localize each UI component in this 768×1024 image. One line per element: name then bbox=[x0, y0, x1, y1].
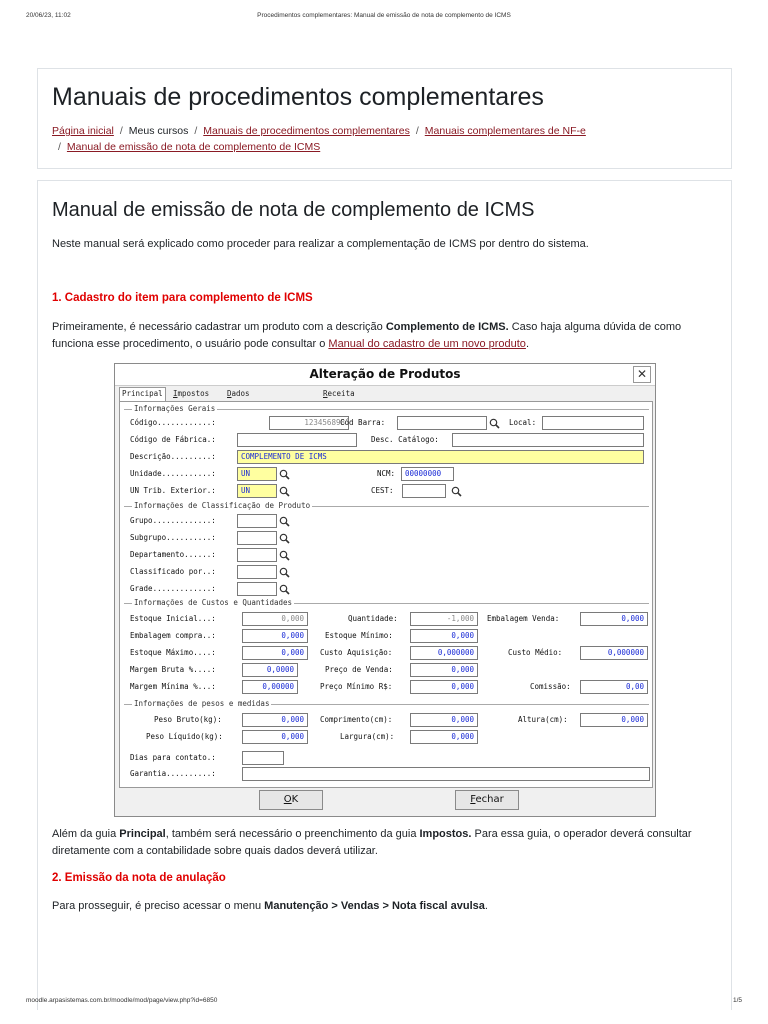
estoque-inicial-field[interactable]: 0,000 bbox=[242, 612, 308, 626]
product-description-bold: Complemento de ICMS. bbox=[385, 321, 509, 333]
breadcrumb: Página inicial / Meus cursos / Manuais de procedimentos complementares / Manuais complementares de NF-e / Manual de emissão de nota de complemento de ICMS bbox=[52, 125, 586, 153]
menu-path-bold: Manutenção > Vendas > Nota fiscal avulsa bbox=[264, 900, 485, 912]
label-peso-liquido: Peso Líquido(kg): bbox=[146, 732, 223, 741]
page-title: Manual de emissão de nota de complemento de ICMS bbox=[52, 199, 535, 221]
label-estoque-maximo: Estoque Máximo....: bbox=[130, 648, 216, 657]
largura-field[interactable]: 0,000 bbox=[410, 730, 478, 744]
label-embalagem-venda: Embalagem Venda: bbox=[487, 614, 560, 623]
product-edit-dialog bbox=[114, 363, 656, 817]
label-margem-bruta: Margem Bruta %....: bbox=[130, 665, 216, 674]
label-custo-medio: Custo Médio: bbox=[508, 648, 563, 657]
breadcrumb-section[interactable]: Manuais complementares de NF-e bbox=[424, 125, 586, 137]
label-unidade: Unidade...........: bbox=[130, 469, 216, 478]
intro-paragraph: Neste manual será explicado como proceder para realizar a complementação de ICMS por dentro do sistema. bbox=[52, 238, 589, 250]
tab-impostos-bold: Impostos. bbox=[419, 828, 472, 840]
print-footer bbox=[26, 997, 742, 1009]
label-estoque-inicial: Estoque Inicial...: bbox=[130, 614, 216, 623]
breadcrumb-course[interactable]: Manuais de procedimentos complementares bbox=[203, 125, 410, 137]
grade-field[interactable] bbox=[237, 582, 277, 596]
search-icon[interactable] bbox=[279, 533, 290, 544]
custo-medio-field[interactable]: 0,000000 bbox=[580, 646, 648, 660]
un-trib-field[interactable]: UN bbox=[237, 484, 277, 498]
departamento-field[interactable] bbox=[237, 548, 277, 562]
desc-catalogo-field[interactable] bbox=[452, 433, 644, 447]
cest-field[interactable] bbox=[402, 484, 446, 498]
print-date: 20/06/23, 11:02 bbox=[26, 12, 71, 19]
label-estoque-minimo: Estoque Mínimo: bbox=[325, 631, 393, 640]
local-field[interactable] bbox=[542, 416, 644, 430]
print-page-number: 1/5 bbox=[732, 997, 742, 1004]
preco-minimo-field[interactable]: 0,000 bbox=[410, 680, 478, 694]
label-largura: Largura(cm): bbox=[340, 732, 395, 741]
ncm-field[interactable]: 00000000 bbox=[401, 467, 454, 481]
print-url: moodle.arpasistemas.com.br/moodle/mod/page/view.php?id=6850 bbox=[26, 997, 218, 1004]
label-preco-minimo: Preço Mínimo R$: bbox=[320, 682, 393, 691]
dialog-title: Alteração de Produtos bbox=[309, 367, 461, 381]
altura-field[interactable]: 0,000 bbox=[580, 713, 648, 727]
label-descricao: Descrição.........: bbox=[130, 452, 216, 461]
comprimento-field[interactable]: 0,000 bbox=[410, 713, 478, 727]
label-codigo: Código............: bbox=[130, 418, 216, 427]
label-desc-catalogo: Desc. Catálogo: bbox=[371, 435, 439, 444]
unidade-field[interactable]: UN bbox=[237, 467, 277, 481]
group-general-info: Informações Gerais bbox=[124, 409, 649, 499]
grupo-field[interactable] bbox=[237, 514, 277, 528]
label-altura: Altura(cm): bbox=[518, 715, 568, 724]
breadcrumb-page[interactable]: Manual de emissão de nota de complemento de ICMS bbox=[66, 141, 321, 153]
manual-new-product-link[interactable]: Manual do cadastro de um novo produto bbox=[328, 338, 526, 350]
label-quantidade: Quantidade: bbox=[348, 614, 398, 623]
label-garantia: Garantia..........: bbox=[130, 769, 216, 778]
breadcrumb-home[interactable]: Página inicial bbox=[52, 125, 114, 137]
classificado-field[interactable] bbox=[237, 565, 277, 579]
estoque-maximo-field[interactable]: 0,000 bbox=[242, 646, 308, 660]
fechar-button[interactable]: Fechar bbox=[455, 790, 519, 810]
embalagem-compra-field[interactable]: 0,000 bbox=[242, 629, 308, 643]
search-icon[interactable] bbox=[279, 584, 290, 595]
descricao-field[interactable]: COMPLEMENTO DE ICMS bbox=[237, 450, 644, 464]
quantidade-field[interactable]: -1,000 bbox=[410, 612, 478, 626]
dialog-panel-principal bbox=[119, 401, 653, 788]
close-icon[interactable]: ✕ bbox=[633, 366, 651, 383]
search-icon[interactable] bbox=[451, 486, 462, 497]
cod-fabrica-field[interactable] bbox=[237, 433, 357, 447]
main-content-card bbox=[37, 180, 732, 1010]
dialog-titlebar bbox=[115, 364, 655, 386]
margem-minima-field[interactable]: 0,00000 bbox=[242, 680, 298, 694]
label-local: Local: bbox=[509, 418, 537, 427]
estoque-minimo-field[interactable]: 0,000 bbox=[410, 629, 478, 643]
paragraph-3: Para prosseguir, é preciso acessar o menu Manutenção > Vendas > Nota fiscal avulsa. bbox=[52, 900, 488, 912]
paragraph-2: Além da guia Principal, também será necessário o preenchimento da guia Impostos. Para essa guia, o operador deverá consultar diretamente com a contabilidade sobre quais dados deverá utilizar. bbox=[52, 828, 692, 857]
label-embalagem-compra: Embalagem compra..: bbox=[130, 631, 216, 640]
search-icon[interactable] bbox=[279, 486, 290, 497]
label-peso-bruto: Peso Bruto(kg): bbox=[154, 715, 222, 724]
search-icon[interactable] bbox=[489, 418, 500, 429]
custo-aquisicao-field[interactable]: 0,000000 bbox=[410, 646, 478, 660]
course-title: Manuais de procedimentos complementares bbox=[52, 83, 544, 111]
label-classificado: Classificado por..: bbox=[130, 567, 216, 576]
label-dias-contato: Dias para contato.: bbox=[130, 753, 216, 762]
tab-dados-adicionais[interactable]: Dados bbox=[227, 389, 250, 398]
label-comissao: Comissão: bbox=[530, 682, 571, 691]
print-title: Procedimentos complementares: Manual de emissão de nota de complemento de ICMS bbox=[257, 12, 511, 19]
label-ncm: NCM: bbox=[377, 469, 396, 478]
label-un-trib: UN Trib. Exterior.: bbox=[130, 486, 216, 495]
search-icon[interactable] bbox=[279, 567, 290, 578]
breadcrumb-my-courses: Meus cursos bbox=[128, 125, 189, 137]
label-preco-venda: Preço de Venda: bbox=[325, 665, 393, 674]
cod-barra-field[interactable] bbox=[397, 416, 487, 430]
dias-contato-field[interactable] bbox=[242, 751, 284, 765]
tab-principal-bold: Principal bbox=[119, 828, 166, 840]
label-departamento: Departamento......: bbox=[130, 550, 216, 559]
label-cod-barra: Cód Barra: bbox=[340, 418, 386, 427]
print-header bbox=[26, 12, 742, 24]
comissao-field[interactable]: 0,00 bbox=[580, 680, 648, 694]
course-header-card bbox=[37, 68, 732, 169]
embalagem-venda-field[interactable]: 0,000 bbox=[580, 612, 648, 626]
tab-impostos[interactable]: Impostos bbox=[173, 389, 210, 398]
margem-bruta-field[interactable]: 0,0000 bbox=[242, 663, 298, 677]
label-subgrupo: Subgrupo..........: bbox=[130, 533, 216, 542]
tab-principal[interactable]: Principal bbox=[119, 387, 166, 402]
search-icon[interactable] bbox=[279, 516, 290, 527]
ok-button[interactable]: OK bbox=[259, 790, 323, 810]
paragraph-1: Primeiramente, é necessário cadastrar um produto com a descrição Complemento de ICMS. Caso haja alguma dúvida de como funciona esse procedimento, o usuário pode consultar o Manual do cadastro de um novo produto. bbox=[52, 321, 682, 350]
group-weights: Informações de pesos e medidas bbox=[124, 704, 649, 744]
label-custo-aquisicao: Custo Aquisição: bbox=[320, 648, 393, 657]
label-grade: Grade.............: bbox=[130, 584, 216, 593]
group-classification: Informações de Classificação de Produto bbox=[124, 506, 649, 594]
search-icon[interactable] bbox=[279, 469, 290, 480]
section-1-heading: 1. Cadastro do item para complemento de ICMS bbox=[52, 292, 313, 304]
tab-receita[interactable]: Receita bbox=[323, 389, 355, 398]
peso-bruto-field[interactable]: 0,000 bbox=[242, 713, 308, 727]
subgrupo-field[interactable] bbox=[237, 531, 277, 545]
label-cod-fabrica: Código de Fábrica.: bbox=[130, 435, 216, 444]
group-costs: Informações de Custos e Quantidades bbox=[124, 603, 649, 699]
label-comprimento: Comprimento(cm): bbox=[320, 715, 393, 724]
label-margem-minima: Margem Mínima %...: bbox=[130, 682, 216, 691]
search-icon[interactable] bbox=[279, 550, 290, 561]
garantia-field[interactable] bbox=[242, 767, 650, 781]
label-cest: CEST: bbox=[371, 486, 394, 495]
section-2-heading: 2. Emissão da nota de anulação bbox=[52, 872, 226, 884]
codigo-field[interactable]: 123456898 bbox=[269, 416, 349, 430]
preco-venda-field[interactable]: 0,000 bbox=[410, 663, 478, 677]
peso-liquido-field[interactable]: 0,000 bbox=[242, 730, 308, 744]
label-grupo: Grupo.............: bbox=[130, 516, 216, 525]
